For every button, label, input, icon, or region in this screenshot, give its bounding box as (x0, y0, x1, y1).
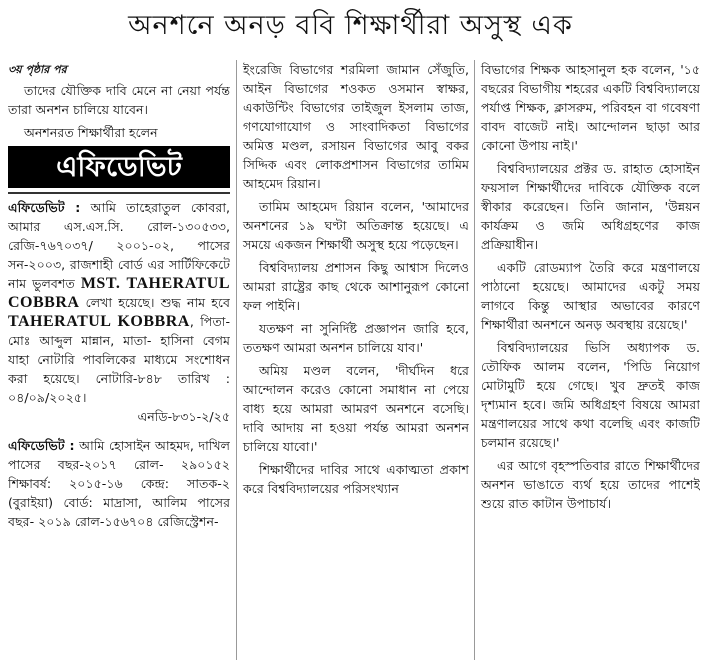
paragraph: ইংরেজি বিভাগের শরমিলা জামান সেঁজুতি, আইন বিভাগের শওকত ওসমান স্বাক্ষর, একাউন্টিং বিভাগের তাইজুল ইসলাম তাজ, গণযোগাযোগ ও সাংবাদিকতা বিভাগের অমিত্ত মণ্ডল, রসায়ন বিভাগের আবু বকর সিদ্দিক এবং লোকপ্রশাসন বিভাগের তামিম আহমেদ রিয়ান। (243, 62, 469, 191)
affidavit-ad (8, 436, 230, 531)
ad-text: , পিতা- মোঃ আব্দুল মান্নান, মাতা- হাসিনা বেগম যাহা নোটারি পাবলিকের মাধ্যমে সংশোধন করা হয়েছে। নোটারি-৮৪৮ তারিখ : ০৪/০৯/২০২৫। (8, 314, 230, 405)
affidavit-banner: এফিডেভিট (8, 146, 230, 188)
column-2 (236, 60, 469, 660)
ad-correct-name: TAHERATUL KOBBRA (8, 313, 190, 330)
paragraph: শিক্ষার্থীদের দাবির সাথে একাত্মতা প্রকাশ করে বিশ্ববিদ্যালয়ের পরিসংখ্যান (243, 462, 469, 496)
column-3 (474, 60, 700, 660)
paragraph: যতক্ষণ না সুনির্দিষ্ট প্রজ্ঞাপন জারি হবে, ততক্ষণ আমরা অনশন চালিয়ে যাব।' (243, 321, 469, 355)
affidavit-list (8, 192, 230, 531)
ad-text: লেখা হয়েছে। শুদ্ধ নাম হবে (79, 295, 230, 310)
paragraph: একটি রোডম্যাপ তৈরি করে মন্ত্রণালয়ে পাঠানো হয়েছে। আমাদের একটু সময় লাগবে কিন্তু আস্থার অভাবের কারণে শিক্ষার্থীরা অনশনে অনড় অবস্থায় রয়েছে।' (481, 260, 700, 332)
paragraph: এর আগে বৃহস্পতিবার রাতে শিক্ষার্থীদের অনশন ভাঙাতে ব্যর্থ হয়ে তাদের পাশেই শুয়ে রাত কাটান উপাচার্য। (481, 458, 700, 511)
ad-text: আমি হোসাইন আহমদ, দাখিল পাসের বছর-২০১৭ রোল- ২৯০১৫২ শিক্ষাবর্ষ: ২০১৫-১৬ কেন্দ্র: সাতক-২ (বুরাইয়া) বোর্ড: মাদ্রাসা, আলিম পাসের বছর- ২০১৯ রোল-১৫৬৭০৪ রেজিস্ট্রেশন- (8, 438, 230, 529)
ad-text: আমি তাহেরাতুল কোবরা, আমার এস.এস.সি. রোল-১৩০৫৩৩, রেজি-৭৬৭০৩৭/ ২০০১-০২, পাসের সন-২০০৩, রাজশাহী বোর্ড এর সার্টিফিকেটে নাম ভুলবশত (8, 200, 230, 291)
paragraph: বিশ্ববিদ্যালয়ের প্রক্টর ড. রাহাত হোসাইন ফয়সাল শিক্ষার্থীদের দাবিকে যৌক্তিক বলে স্বীকার করেছেন। তিনি জানান, 'উন্নয়ন কার্যক্রম ও জমি অধিগ্রহণের কাজ প্রক্রিয়াধীন। (481, 161, 700, 252)
paragraph: বিভাগের শিক্ষক আহসানুল হক বলেন, '১৫ বছরের বিভাগীয় শহরের একটি বিশ্ববিদ্যালয়ে পর্যাপ্ত শিক্ষক, ক্লাসরুম, পরিবহন বা গবেষণা বাবদ বাজেট নাই। আন্দোলন ছাড়া আর কোনো উপায় নাই।' (481, 62, 700, 153)
ad-reference: এনডি-৮৩১-২/২৫ (137, 409, 230, 424)
paragraph: অমিয় মণ্ডল বলেন, 'দীর্ঘদিন ধরে আন্দোলন করেও কোনো সমাধান না পেয়ে বাধ্য হয়ে আমরা আমরণ অনশনে বসেছি। দাবি আদায় না হওয়া পর্যন্ত আমরা অনশন চালিয়ে যাবো।' (243, 363, 469, 454)
ad-lead: এফিডেভিট : (8, 438, 75, 453)
ad-lead: এফিডেভিট : (8, 200, 81, 215)
paragraph: অনশনরত শিক্ষার্থীরা হলেন (24, 125, 158, 140)
paragraph: বিশ্ববিদ্যালয়ের ভিসি অধ্যাপক ড. তৌফিক আলম বলেন, 'পিডি নিয়োগ মোটামুটি হয়ে গেছে। খুব দ্রুতই কাজ দৃশ্যমান হবে। জমি অধিগ্রহণ বিষয়ে আমরা মন্ত্রণালয়ের সাথে কথা বলেছি এবং কাজটি চলমান রয়েছে।' (481, 340, 700, 450)
column-1 (8, 60, 230, 660)
ad-old-name: MST. TAHERATUL COBBRA (8, 275, 230, 311)
paragraph: তাদের যৌক্তিক দাবি মেনে না নেয়া পর্যন্ত তারা অনশন চালিয়ে যাবেন। (8, 83, 230, 117)
headline: অনশনে অনড় ববি শিক্ষার্থীরা অসুস্থ এক (128, 10, 573, 41)
affidavit-ad (8, 198, 230, 426)
continued-label: ৩য় পৃষ্ঠার পর (8, 63, 67, 76)
paragraph: তামিম আহমেদ রিয়ান বলেন, 'আমাদের অনশনের ১৯ ঘণ্টা অতিক্রান্ত হয়েছে। এ সময়ে একজন শিক্ষার্থী অসুস্থ হয়ে পড়েছেন। (243, 199, 469, 252)
paragraph: বিশ্ববিদ্যালয় প্রশাসন কিছু আশ্বাস দিলেও আমরা রাষ্ট্রের কাছ থেকে আশানুরূপ কোনো ফল পাইনি। (243, 260, 469, 313)
